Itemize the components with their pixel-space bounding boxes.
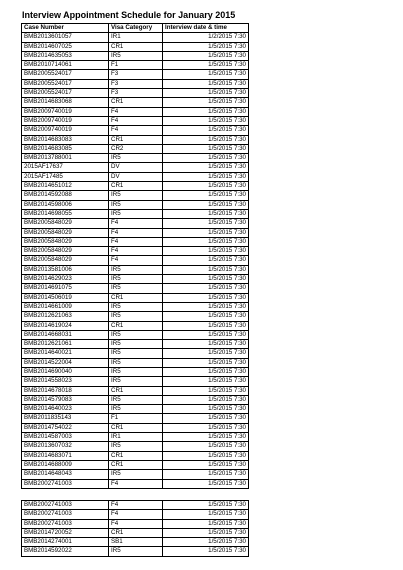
column-header-case-number: Case Number	[22, 24, 109, 33]
visa-category-cell: IR5	[109, 547, 163, 556]
interview-datetime-cell: 1/5/2015 7:30	[163, 528, 249, 537]
visa-category-cell: IR5	[109, 191, 163, 200]
visa-category-cell: CR2	[109, 144, 163, 153]
interview-datetime-cell: 1/5/2015 7:30	[163, 330, 249, 339]
case-number-cell: BMB2014683068	[22, 98, 109, 107]
visa-category-cell: IR5	[109, 470, 163, 479]
case-number-cell: BMB2013581006	[22, 265, 109, 274]
case-number-cell: BMB2014668031	[22, 330, 109, 339]
case-number-cell: BMB2009740019	[22, 107, 109, 116]
interview-datetime-cell: 1/5/2015 7:30	[163, 367, 249, 376]
interview-datetime-cell: 1/5/2015 7:30	[163, 107, 249, 116]
visa-category-cell: DV	[109, 163, 163, 172]
case-number-cell: BMB2014683071	[22, 451, 109, 460]
interview-datetime-cell: 1/5/2015 7:30	[163, 126, 249, 135]
visa-category-cell: CR1	[109, 42, 163, 51]
interview-datetime-cell: 1/5/2015 7:30	[163, 182, 249, 191]
visa-category-cell: CR1	[109, 423, 163, 432]
visa-category-cell: IR5	[109, 405, 163, 414]
table-row	[22, 135, 249, 144]
interview-datetime-cell: 1/5/2015 7:30	[163, 340, 249, 349]
table-row	[22, 547, 249, 556]
table-row	[22, 209, 249, 218]
table-row	[22, 116, 249, 125]
table-row	[22, 293, 249, 302]
table-row	[22, 237, 249, 246]
case-number-cell: BMB2014640021	[22, 349, 109, 358]
interview-datetime-cell: 1/5/2015 7:30	[163, 98, 249, 107]
table-row	[22, 163, 249, 172]
visa-category-cell: CR1	[109, 321, 163, 330]
column-header-visa-category: Visa Category	[109, 24, 163, 33]
table-row	[22, 312, 249, 321]
case-number-cell: BMB2005848029	[22, 219, 109, 228]
case-number-cell: BMB2014619024	[22, 321, 109, 330]
interview-datetime-cell: 1/5/2015 7:30	[163, 79, 249, 88]
table-row	[22, 33, 249, 42]
table-row	[22, 144, 249, 153]
interview-datetime-cell: 1/5/2015 7:30	[163, 414, 249, 423]
interview-datetime-cell: 1/5/2015 7:30	[163, 460, 249, 469]
table-row	[22, 42, 249, 51]
visa-category-cell: IR5	[109, 51, 163, 60]
visa-category-cell: IR5	[109, 442, 163, 451]
case-number-cell: BMB2010714061	[22, 61, 109, 70]
visa-category-cell: IR5	[109, 377, 163, 386]
interview-datetime-cell: 1/5/2015 7:30	[163, 61, 249, 70]
table-row	[22, 510, 249, 519]
visa-category-cell: IR5	[109, 154, 163, 163]
case-number-cell: BMB2005848029	[22, 256, 109, 265]
table-row	[22, 284, 249, 293]
case-number-cell: BMB2002741003	[22, 501, 109, 510]
visa-category-cell: CR1	[109, 293, 163, 302]
interview-datetime-cell: 1/5/2015 7:30	[163, 200, 249, 209]
table-row	[22, 414, 249, 423]
interview-datetime-cell: 1/5/2015 7:30	[163, 144, 249, 153]
visa-category-cell: IR5	[109, 349, 163, 358]
table-row	[22, 367, 249, 376]
interview-datetime-cell: 1/5/2015 7:30	[163, 538, 249, 547]
case-number-cell: BMB2011835143	[22, 414, 109, 423]
table-row	[22, 423, 249, 432]
table-row	[22, 538, 249, 547]
case-number-cell: BMB2002741003	[22, 519, 109, 528]
case-number-cell: BMB2014522004	[22, 358, 109, 367]
header-row	[22, 24, 249, 33]
table-row	[22, 191, 249, 200]
table-row	[22, 172, 249, 181]
case-number-cell: BMB2005848029	[22, 228, 109, 237]
visa-category-cell: F4	[109, 116, 163, 125]
column-header-interview-datetime: Interview date & time	[163, 24, 249, 33]
visa-category-cell: IR5	[109, 209, 163, 218]
visa-category-cell: IR5	[109, 312, 163, 321]
case-number-cell: BMB2014592088	[22, 191, 109, 200]
case-number-cell: BMB2014587003	[22, 433, 109, 442]
case-number-cell: BMB2014629023	[22, 275, 109, 284]
table-row	[22, 247, 249, 256]
visa-category-cell: IR5	[109, 275, 163, 284]
interview-datetime-cell: 1/5/2015 7:30	[163, 519, 249, 528]
visa-category-cell: IR1	[109, 433, 163, 442]
case-number-cell: BMB2005848029	[22, 237, 109, 246]
visa-category-cell: F3	[109, 89, 163, 98]
table-row	[22, 302, 249, 311]
interview-datetime-cell: 1/5/2015 7:30	[163, 265, 249, 274]
interview-datetime-cell: 1/5/2015 7:30	[163, 479, 249, 488]
table-row	[22, 433, 249, 442]
visa-category-cell: F4	[109, 519, 163, 528]
case-number-cell: BMB2005524017	[22, 70, 109, 79]
table-row	[22, 479, 249, 488]
table-row	[22, 79, 249, 88]
interview-datetime-cell: 1/5/2015 7:30	[163, 219, 249, 228]
interview-datetime-cell: 1/5/2015 7:30	[163, 433, 249, 442]
table-row	[22, 61, 249, 70]
case-number-cell: BMB2014754022	[22, 423, 109, 432]
visa-category-cell: IR5	[109, 358, 163, 367]
case-number-cell: BMB2013788001	[22, 154, 109, 163]
case-number-cell: BMB2014635053	[22, 51, 109, 60]
interview-datetime-cell: 1/5/2015 7:30	[163, 275, 249, 284]
case-number-cell: BMB2014688009	[22, 460, 109, 469]
case-number-cell: BMB2014592022	[22, 547, 109, 556]
visa-category-cell: CR1	[109, 182, 163, 191]
table-row	[22, 265, 249, 274]
interview-datetime-cell: 1/5/2015 7:30	[163, 510, 249, 519]
table-row	[22, 358, 249, 367]
case-number-cell: BMB2014579083	[22, 395, 109, 404]
interview-datetime-cell: 1/5/2015 7:30	[163, 89, 249, 98]
table-row	[22, 528, 249, 537]
visa-category-cell: F1	[109, 61, 163, 70]
interview-datetime-cell: 1/5/2015 7:30	[163, 70, 249, 79]
table-row	[22, 70, 249, 79]
interview-datetime-cell: 1/5/2015 7:30	[163, 154, 249, 163]
case-number-cell: BMB2005524017	[22, 79, 109, 88]
table-row	[22, 89, 249, 98]
case-number-cell: BMB2014506019	[22, 293, 109, 302]
case-number-cell: BMB2014661009	[22, 302, 109, 311]
visa-category-cell: F4	[109, 107, 163, 116]
table-row	[22, 377, 249, 386]
case-number-cell: BMB2014683085	[22, 144, 109, 153]
interview-datetime-cell: 1/5/2015 7:30	[163, 172, 249, 181]
case-number-cell: BMB2014607025	[22, 42, 109, 51]
visa-category-cell: F4	[109, 126, 163, 135]
visa-category-cell: F4	[109, 247, 163, 256]
table-row	[22, 395, 249, 404]
visa-category-cell: CR1	[109, 460, 163, 469]
case-number-cell: BMB2014690040	[22, 367, 109, 376]
visa-category-cell: SB1	[109, 538, 163, 547]
case-number-cell: BMB2012621063	[22, 312, 109, 321]
table-row	[22, 200, 249, 209]
interview-datetime-cell: 1/5/2015 7:30	[163, 247, 249, 256]
interview-datetime-cell: 1/5/2015 7:30	[163, 228, 249, 237]
document-title: Interview Appointment Schedule for January 2015	[22, 10, 236, 20]
case-number-cell: 2015AF17637	[22, 163, 109, 172]
schedule-table	[21, 23, 249, 489]
table-row	[22, 519, 249, 528]
case-number-cell: BMB2014698055	[22, 209, 109, 218]
visa-category-cell: IR5	[109, 367, 163, 376]
table-row	[22, 182, 249, 191]
table-row	[22, 219, 249, 228]
visa-category-cell: F4	[109, 219, 163, 228]
interview-datetime-cell: 1/5/2015 7:30	[163, 312, 249, 321]
table-row	[22, 51, 249, 60]
schedule-table-continued	[21, 500, 249, 557]
visa-category-cell: IR5	[109, 340, 163, 349]
interview-datetime-cell: 1/5/2015 7:30	[163, 116, 249, 125]
interview-datetime-cell: 1/5/2015 7:30	[163, 209, 249, 218]
interview-datetime-cell: 1/5/2015 7:30	[163, 256, 249, 265]
table-row	[22, 451, 249, 460]
table-row	[22, 340, 249, 349]
case-number-cell: 2015AF17485	[22, 172, 109, 181]
interview-datetime-cell: 1/5/2015 7:30	[163, 423, 249, 432]
table-row	[22, 228, 249, 237]
visa-category-cell: CR1	[109, 386, 163, 395]
interview-datetime-cell: 1/5/2015 7:30	[163, 386, 249, 395]
interview-datetime-cell: 1/5/2015 7:30	[163, 395, 249, 404]
interview-datetime-cell: 1/5/2015 7:30	[163, 442, 249, 451]
interview-datetime-cell: 1/5/2015 7:30	[163, 349, 249, 358]
visa-category-cell: DV	[109, 172, 163, 181]
interview-datetime-cell: 1/5/2015 7:30	[163, 377, 249, 386]
case-number-cell: BMB2013601057	[22, 33, 109, 42]
visa-category-cell: F4	[109, 228, 163, 237]
interview-datetime-cell: 1/5/2015 7:30	[163, 51, 249, 60]
case-number-cell: BMB2014651012	[22, 182, 109, 191]
visa-category-cell: IR5	[109, 395, 163, 404]
table-row	[22, 275, 249, 284]
visa-category-cell: IR5	[109, 200, 163, 209]
interview-datetime-cell: 1/5/2015 7:30	[163, 470, 249, 479]
interview-datetime-cell: 1/5/2015 7:30	[163, 191, 249, 200]
table-row	[22, 442, 249, 451]
case-number-cell: BMB2014683083	[22, 135, 109, 144]
case-number-cell: BMB2014691075	[22, 284, 109, 293]
case-number-cell: BMB2014648043	[22, 470, 109, 479]
visa-category-cell: CR1	[109, 98, 163, 107]
case-number-cell: BMB2014558023	[22, 377, 109, 386]
visa-category-cell: CR1	[109, 451, 163, 460]
interview-datetime-cell: 1/5/2015 7:30	[163, 284, 249, 293]
table-row	[22, 349, 249, 358]
case-number-cell: BMB2014640023	[22, 405, 109, 414]
visa-category-cell: F4	[109, 510, 163, 519]
interview-datetime-cell: 1/5/2015 7:30	[163, 405, 249, 414]
case-number-cell: BMB2005848029	[22, 247, 109, 256]
visa-category-cell: F4	[109, 237, 163, 246]
table-row	[22, 154, 249, 163]
case-number-cell: BMB2009740019	[22, 126, 109, 135]
case-number-cell: BMB2002741003	[22, 510, 109, 519]
table-row	[22, 386, 249, 395]
interview-datetime-cell: 1/5/2015 7:30	[163, 302, 249, 311]
visa-category-cell: IR5	[109, 265, 163, 274]
case-number-cell: BMB2014678018	[22, 386, 109, 395]
interview-datetime-cell: 1/5/2015 7:30	[163, 501, 249, 510]
interview-datetime-cell: 1/2/2015 7:30	[163, 33, 249, 42]
case-number-cell: BMB2013607032	[22, 442, 109, 451]
table-row	[22, 460, 249, 469]
table-row	[22, 501, 249, 510]
case-number-cell: BMB2014274001	[22, 538, 109, 547]
table-row	[22, 330, 249, 339]
visa-category-cell: IR5	[109, 330, 163, 339]
interview-datetime-cell: 1/5/2015 7:30	[163, 451, 249, 460]
table-row	[22, 470, 249, 479]
visa-category-cell: F4	[109, 256, 163, 265]
interview-datetime-cell: 1/5/2015 7:30	[163, 547, 249, 556]
interview-datetime-cell: 1/5/2015 7:30	[163, 293, 249, 302]
interview-datetime-cell: 1/5/2015 7:30	[163, 358, 249, 367]
case-number-cell: BMB2014598006	[22, 200, 109, 209]
visa-category-cell: F3	[109, 79, 163, 88]
visa-category-cell: IR1	[109, 33, 163, 42]
interview-datetime-cell: 1/5/2015 7:30	[163, 42, 249, 51]
visa-category-cell: CR1	[109, 135, 163, 144]
case-number-cell: BMB2012621061	[22, 340, 109, 349]
visa-category-cell: F4	[109, 501, 163, 510]
interview-datetime-cell: 1/5/2015 7:30	[163, 135, 249, 144]
table-row	[22, 256, 249, 265]
table-row	[22, 405, 249, 414]
interview-datetime-cell: 1/5/2015 7:30	[163, 237, 249, 246]
visa-category-cell: IR5	[109, 302, 163, 311]
table-row	[22, 321, 249, 330]
case-number-cell: BMB2002741003	[22, 479, 109, 488]
case-number-cell: BMB2005524017	[22, 89, 109, 98]
visa-category-cell: F1	[109, 414, 163, 423]
table-row	[22, 126, 249, 135]
table-row	[22, 107, 249, 116]
case-number-cell: BMB2009740019	[22, 116, 109, 125]
visa-category-cell: CR1	[109, 528, 163, 537]
table-row	[22, 98, 249, 107]
interview-datetime-cell: 1/5/2015 7:30	[163, 321, 249, 330]
visa-category-cell: F4	[109, 479, 163, 488]
interview-datetime-cell: 1/5/2015 7:30	[163, 163, 249, 172]
visa-category-cell: F3	[109, 70, 163, 79]
visa-category-cell: IR5	[109, 284, 163, 293]
case-number-cell: BMB2014720052	[22, 528, 109, 537]
